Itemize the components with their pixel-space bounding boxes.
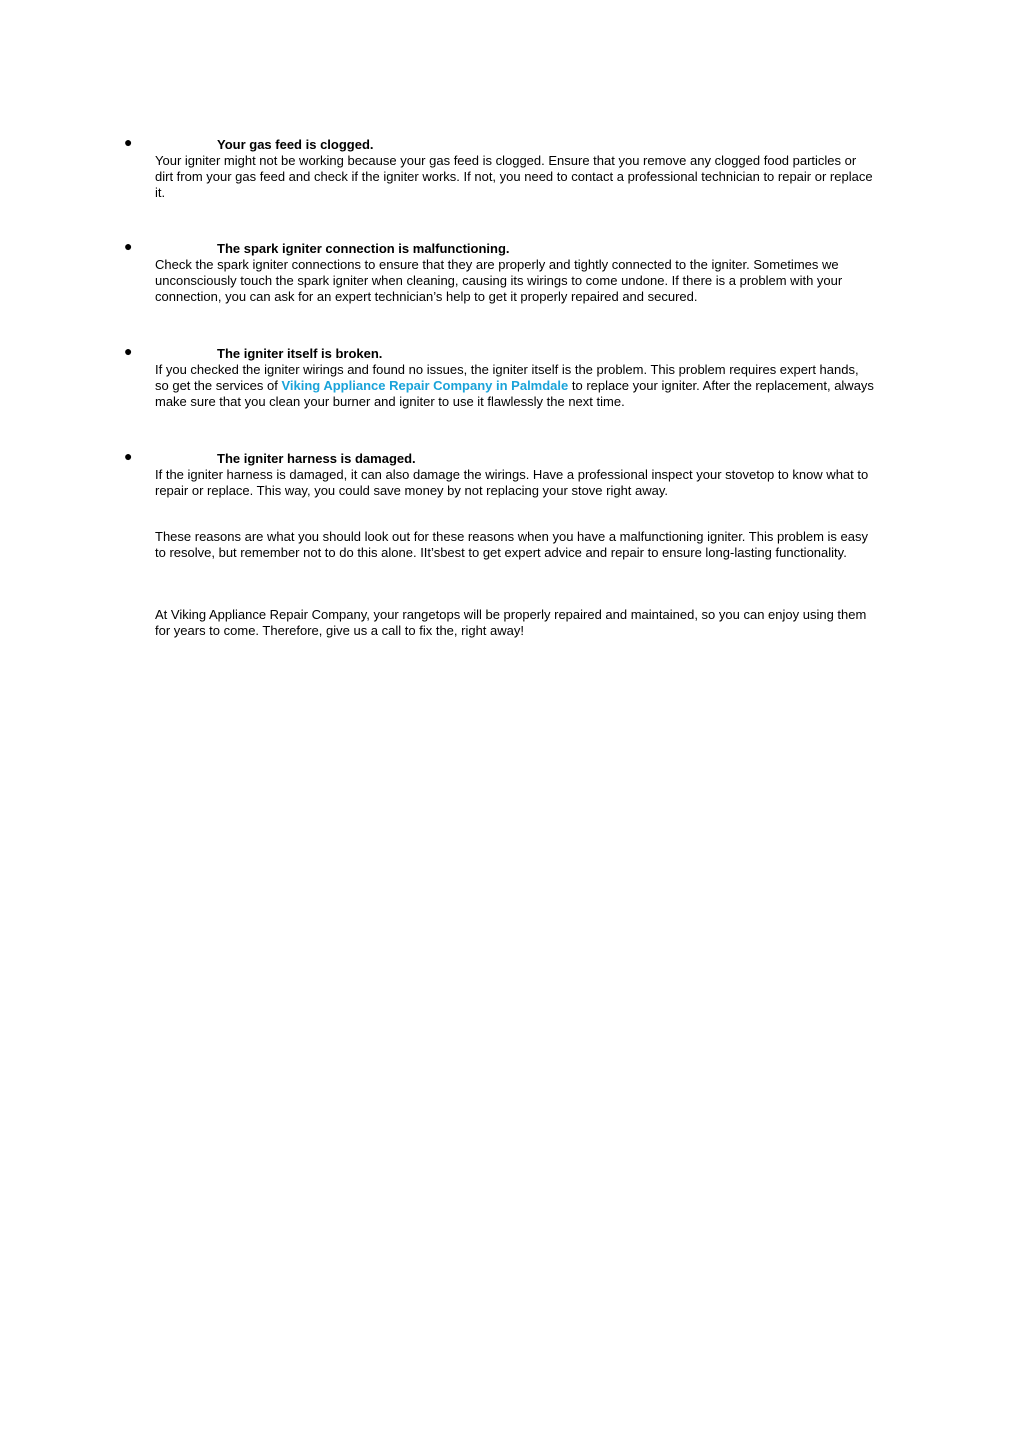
item-body: If the igniter harness is damaged, it can also damage the wirings. Have a professional inspect your stovetop to know what to repair or replace. This way, you could save money by not replacing your stove right away. xyxy=(155,467,869,498)
bullet-icon: ● xyxy=(124,238,133,254)
item-body: Your igniter might not be working because your gas feed is clogged. Ensure that you remove any clogged food particles or dirt from your gas feed and check if the igniter works. If not, you need to contact a professional technician to repair or replace it. xyxy=(155,153,873,200)
item-body-before: If you checked the igniter wirings and found no issues, the igniter itself is the problem. This problem requires expert hands, so get the services of xyxy=(155,362,859,393)
list-item xyxy=(124,238,875,305)
bullet-icon: ● xyxy=(124,343,133,359)
closing-text: At Viking Appliance Repair Company, your rangetops will be properly repaired and maintained, so you can enjoy using them for years to come. Therefore, give us a call to fix the, right away! xyxy=(155,607,867,638)
list-item xyxy=(124,448,875,499)
item-body xyxy=(155,362,875,410)
list-item xyxy=(124,343,875,410)
item-heading: The spark igniter connection is malfunctioning. xyxy=(217,241,510,256)
item-heading: The igniter itself is broken. xyxy=(217,346,383,361)
item-heading: Your gas feed is clogged. xyxy=(217,137,374,152)
list-item xyxy=(124,134,875,201)
item-body-after: to replace your igniter. After the replacement, always make sure that you clean your burner and igniter to use it flawlessly the next time. xyxy=(155,378,874,409)
viking-appliance-link[interactable]: Viking Appliance Repair Company in Palmdale xyxy=(281,378,569,393)
closing-paragraph xyxy=(155,529,875,561)
item-heading: The igniter harness is damaged. xyxy=(217,451,416,466)
bullet-icon: ● xyxy=(124,448,133,464)
closing-text: These reasons are what you should look out for these reasons when you have a malfunctioning igniter. This problem is easy to resolve, but remember not to do this alone. IIt’sbest to get expert advice and repair to ensure long-lasting functionality. xyxy=(155,529,869,560)
closing-paragraph xyxy=(155,607,875,639)
item-body: Check the spark igniter connections to ensure that they are properly and tightly connected to the igniter. Sometimes we unconsciously touch the spark igniter when cleaning, causing its wirings to come undone. If there is a problem with your connection, you can ask for an expert technician’s help to get it properly repaired and secured. xyxy=(155,257,843,304)
bullet-icon: ● xyxy=(124,134,133,150)
